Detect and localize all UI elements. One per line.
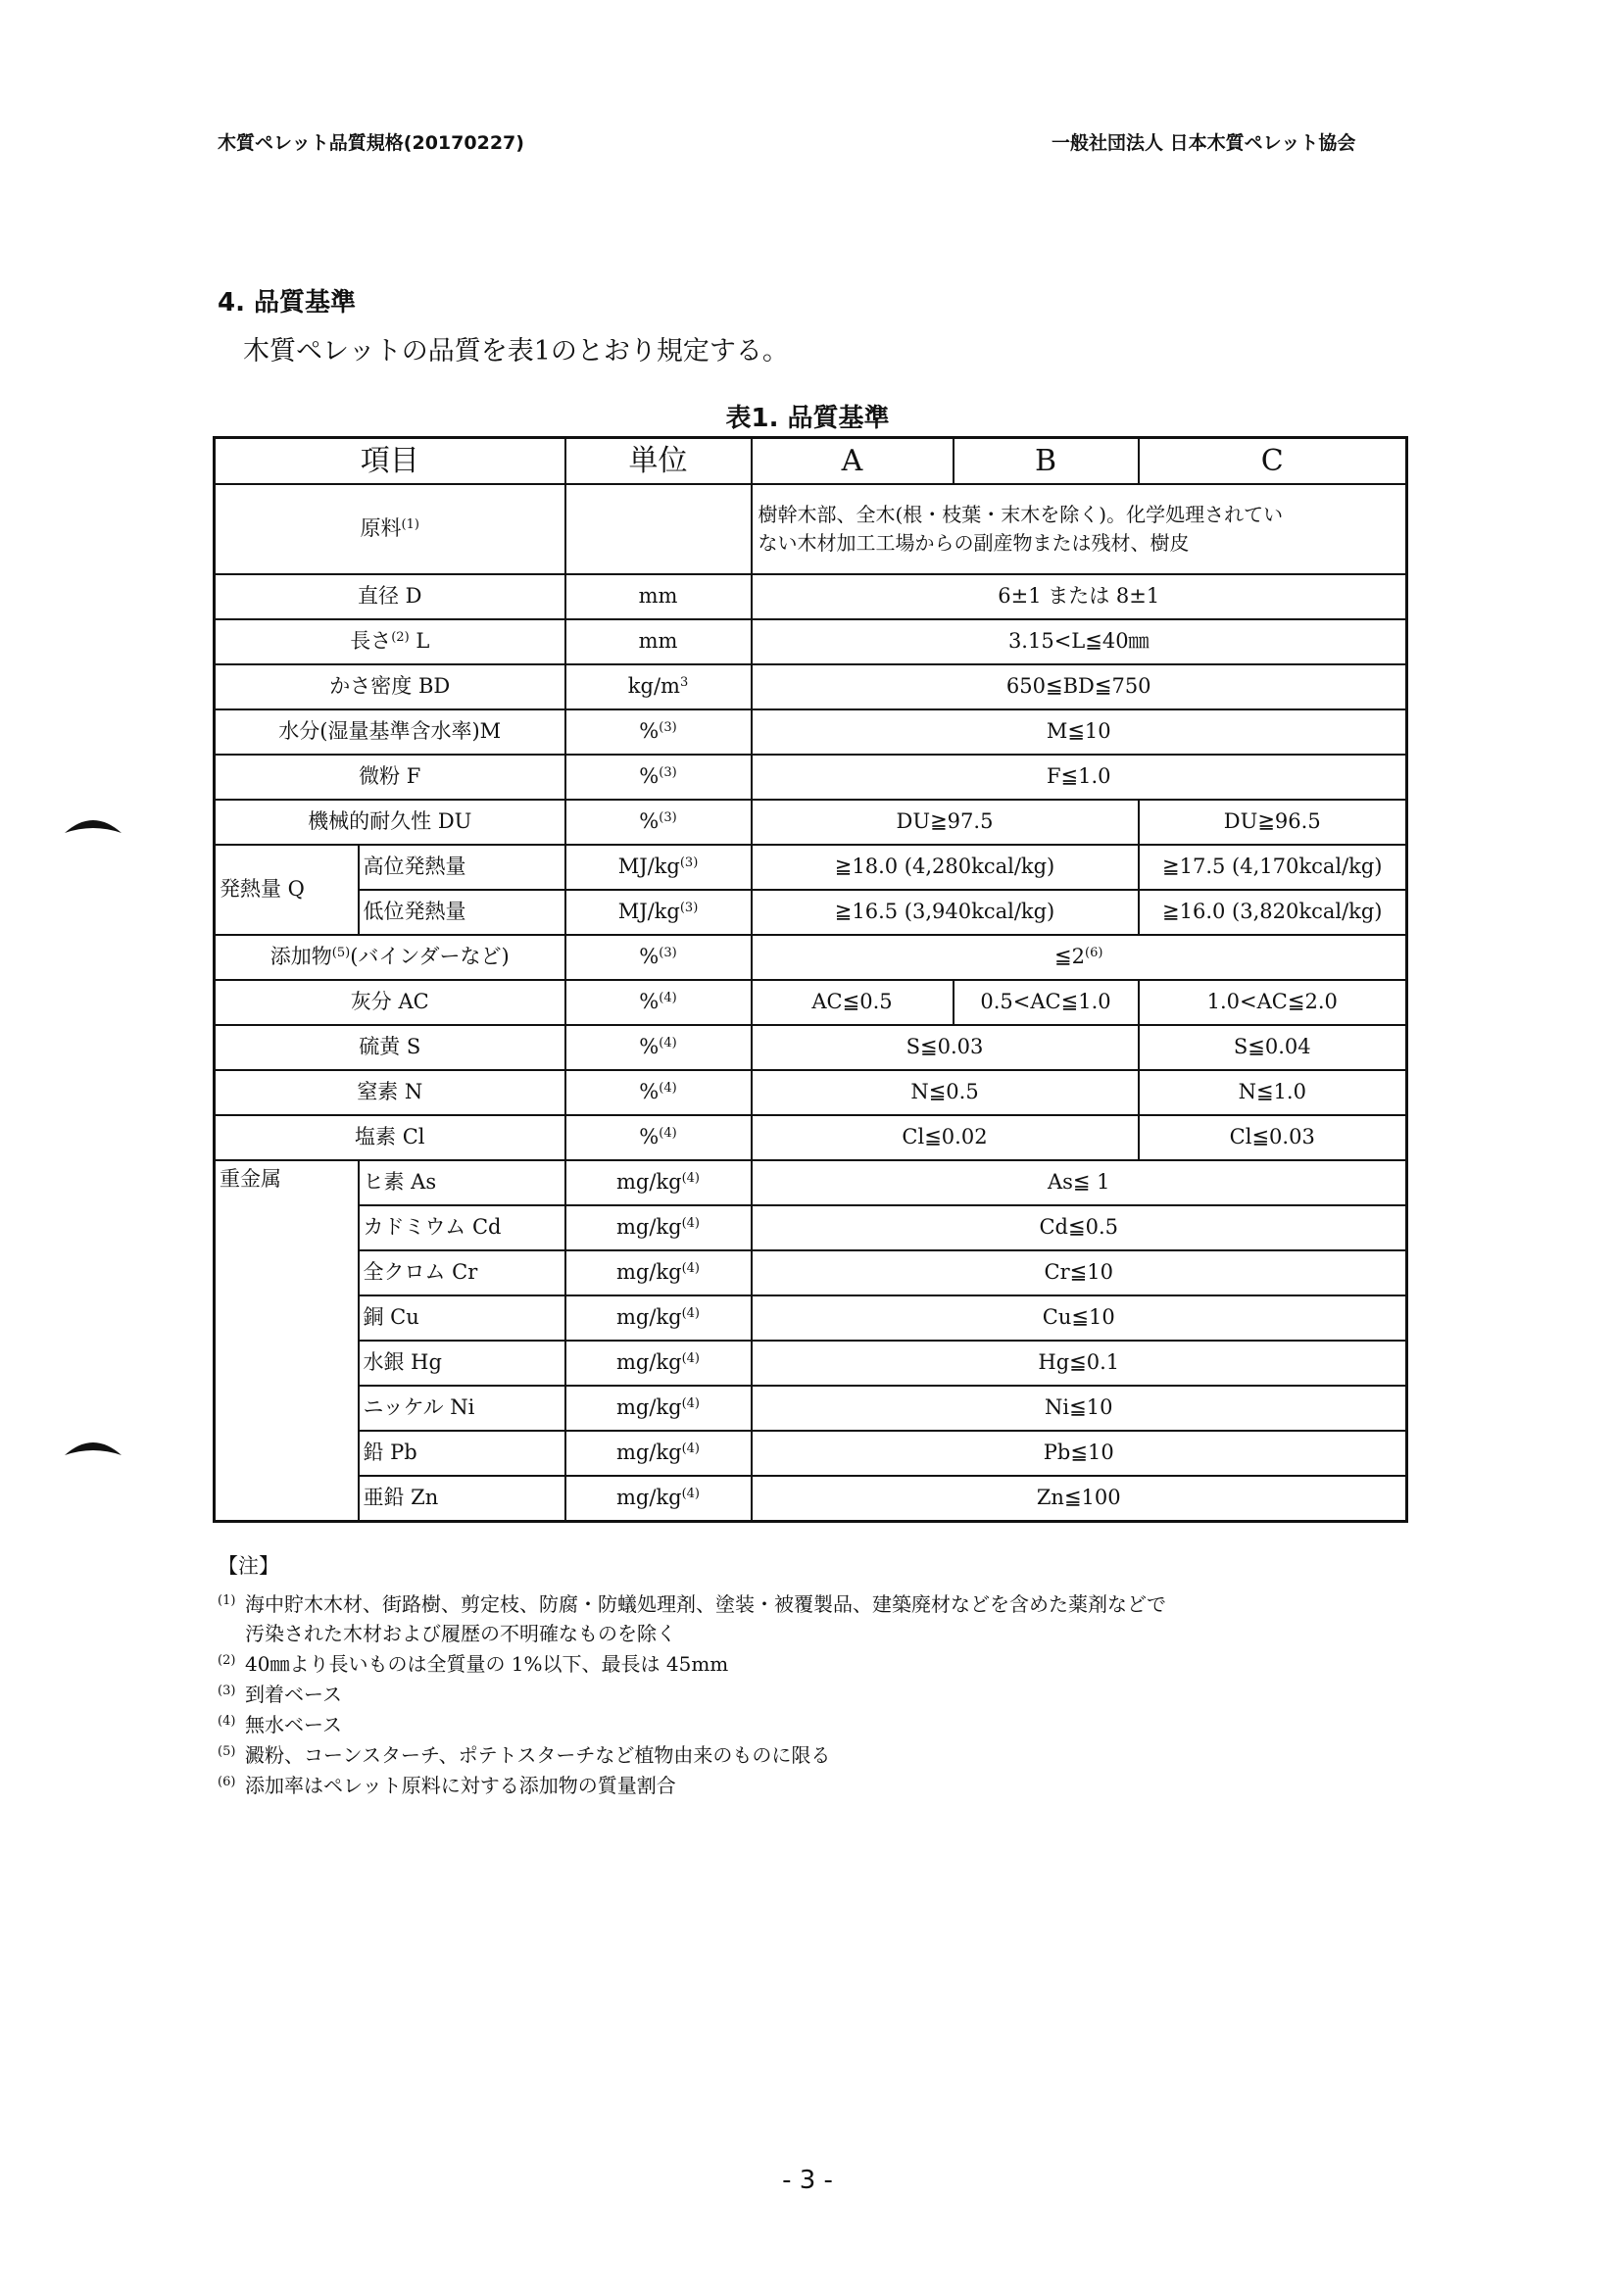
ash-value-a: AC≦0.5 [752,980,954,1025]
note-marker: (6) [218,1775,236,1789]
note-text: 到着ベース [245,1683,342,1706]
note-item [218,1710,1374,1739]
row-label-sulfur: 硫黄 S [215,1025,565,1070]
table-row [215,1115,1407,1160]
table-row [215,484,1407,574]
header-grade-c: C [1139,438,1407,485]
sulfur-value-c: S≦0.04 [1139,1025,1407,1070]
chlorine-unit: %$^{(4)}$ [565,1115,752,1160]
table-row [215,664,1407,709]
additive-unit: %$^{(3)}$ [565,935,752,980]
row-label-arsenic: ヒ素 As [359,1160,565,1205]
note-text: 無水ベース [245,1713,342,1736]
row-label-additive: 添加物$^{(5)}$(バインダーなど) [215,935,565,980]
row-label-nitrogen: 窒素 N [215,1070,565,1115]
table-row [215,709,1407,755]
note-text: 40㎜より長いものは全質量の 1%以下、最長は 45mm [245,1652,729,1676]
row-label-diameter: 直径 D [215,574,565,619]
nitrogen-unit: %$^{(4)}$ [565,1070,752,1115]
ash-unit: %$^{(4)}$ [565,980,752,1025]
durability-value-ab: DU≧97.5 [752,800,1139,845]
table-row [215,1250,1407,1295]
note-text: 添加率はペレット原料に対する添加物の質量割合 [245,1774,676,1797]
length-value: 3.15<L≦40㎜ [752,619,1407,664]
row-label-bulk-density: かさ密度 BD [215,664,565,709]
table-row [215,574,1407,619]
raw-material-description: 樹幹木部、全木(根・枝葉・末木を除く)。化学処理されてい ない木材加工工場からの副産物または残材、樹皮 [752,484,1407,574]
table-caption: 表1. 品質基準 [725,404,890,433]
notes-section [218,1550,1374,1801]
header-grade-b: B [954,438,1139,485]
document-header-organization: 一般社団法人 日本木質ペレット協会 [1052,132,1356,154]
note-marker: (1) [218,1593,236,1608]
page-number: - 3 - [782,2166,833,2195]
gross-heating-value-ab: ≧18.0 (4,280kcal/kg) [752,845,1139,890]
table-row [215,1341,1407,1386]
zinc-unit: $mg/kg^{(4)}$ [565,1476,752,1522]
mercury-value: Hg≦0.1 [752,1341,1407,1386]
net-heating-value-c: ≧16.0 (3,820kcal/kg) [1139,890,1407,935]
row-label-length: 長さ$^{(2)}$ L [215,619,565,664]
arsenic-value: As≦ 1 [752,1160,1407,1205]
note-text: 汚染された木材および履歴の不明確なものを除く [245,1622,676,1645]
table-row [215,845,1407,890]
moisture-value: M≦10 [752,709,1407,755]
note-text: 澱粉、コーンスターチ、ポテトスターチなど植物由来のものに限る [245,1743,831,1767]
row-label-moisture: 水分(湿量基準含水率)M [215,709,565,755]
note-marker: (4) [218,1714,236,1729]
row-label-durability: 機械的耐久性 DU [215,800,565,845]
chromium-value: Cr≦10 [752,1250,1407,1295]
punch-hole-mark [63,813,123,837]
ash-value-b: 0.5<AC≦1.0 [954,980,1139,1025]
row-group-heating-value: 発熱量 Q [215,845,359,935]
fines-value: F≦1.0 [752,755,1407,800]
length-unit: mm [565,619,752,664]
copper-value: Cu≦10 [752,1295,1407,1341]
section-title: 4. 品質基準 [218,288,357,318]
fines-unit: %$^{(3)}$ [565,755,752,800]
table-row [215,1070,1407,1115]
additive-value: ≦2$^{(6)}$ [752,935,1407,980]
note-marker: (5) [218,1744,236,1759]
durability-unit: %$^{(3)}$ [565,800,752,845]
table-row [215,755,1407,800]
copper-unit: $mg/kg^{(4)}$ [565,1295,752,1341]
table-row [215,980,1407,1025]
raw-material-unit [565,484,752,574]
ash-value-c: 1.0<AC≦2.0 [1139,980,1407,1025]
row-label-nickel: ニッケル Ni [359,1386,565,1431]
header-item: 項目 [215,438,565,485]
gross-heating-value-c: ≧17.5 (4,170kcal/kg) [1139,845,1407,890]
cadmium-unit: $mg/kg^{(4)}$ [565,1205,752,1250]
header-unit: 単位 [565,438,752,485]
punch-hole-mark [63,1436,123,1459]
note-marker: (3) [218,1684,236,1698]
note-text: 海中貯木木材、街路樹、剪定枝、防腐・防蟻処理剤、塗装・被覆製品、建築廃材などを含めた薬剤などで [245,1592,1166,1616]
arsenic-unit: $mg/kg^{(4)}$ [565,1160,752,1205]
lead-unit: $mg/kg^{(4)}$ [565,1431,752,1476]
row-label-chromium: 全クロム Cr [359,1250,565,1295]
durability-value-c: DU≧96.5 [1139,800,1407,845]
table-row [215,1025,1407,1070]
bulk-density-unit: $kg/m^3$ [565,664,752,709]
row-label-fines: 微粉 F [215,755,565,800]
note-marker: (2) [218,1653,236,1668]
chlorine-value-c: Cl≦0.03 [1139,1115,1407,1160]
table-row [215,935,1407,980]
table-row [215,1431,1407,1476]
chromium-unit: $mg/kg^{(4)}$ [565,1250,752,1295]
nitrogen-value-c: N≦1.0 [1139,1070,1407,1115]
chlorine-value-ab: Cl≦0.02 [752,1115,1139,1160]
note-item [218,1589,1374,1648]
row-label-cadmium: カドミウム Cd [359,1205,565,1250]
table-row [215,890,1407,935]
gross-heating-unit: $MJ/kg^{(3)}$ [565,845,752,890]
quality-standards-table [213,436,1408,1523]
row-label-lead: 鉛 Pb [359,1431,565,1476]
row-label-net-heating: 低位発熱量 [359,890,565,935]
table-row [215,1476,1407,1522]
cadmium-value: Cd≦0.5 [752,1205,1407,1250]
nickel-value: Ni≦10 [752,1386,1407,1431]
table-row [215,619,1407,664]
note-item [218,1649,1374,1679]
nickel-unit: $mg/kg^{(4)}$ [565,1386,752,1431]
table-row [215,1386,1407,1431]
sulfur-value-ab: S≦0.03 [752,1025,1139,1070]
row-label-copper: 銅 Cu [359,1295,565,1341]
note-item [218,1771,1374,1800]
note-item [218,1740,1374,1770]
lead-value: Pb≦10 [752,1431,1407,1476]
header-grade-a: A [752,438,954,485]
row-label-gross-heating: 高位発熱量 [359,845,565,890]
row-label-zinc: 亜鉛 Zn [359,1476,565,1522]
table-row [215,1205,1407,1250]
section-text: 木質ペレットの品質を表1のとおり規定する。 [243,336,789,366]
document-header-title: 木質ペレット品質規格(20170227) [218,132,524,154]
table-row [215,1160,1407,1205]
table-row [215,1295,1407,1341]
nitrogen-value-ab: N≦0.5 [752,1070,1139,1115]
row-label-raw-material: 原料$^{(1)}$ [215,484,565,574]
row-group-heavy-metals: 重金属 [215,1160,359,1522]
row-label-mercury: 水銀 Hg [359,1341,565,1386]
net-heating-unit: $MJ/kg^{(3)}$ [565,890,752,935]
table-row [215,800,1407,845]
net-heating-value-ab: ≧16.5 (3,940kcal/kg) [752,890,1139,935]
zinc-value: Zn≦100 [752,1476,1407,1522]
sulfur-unit: %$^{(4)}$ [565,1025,752,1070]
diameter-unit: mm [565,574,752,619]
row-label-ash: 灰分 AC [215,980,565,1025]
notes-title: 【注】 [218,1554,279,1578]
row-label-chlorine: 塩素 Cl [215,1115,565,1160]
moisture-unit: %$^{(3)}$ [565,709,752,755]
bulk-density-value: 650≦BD≦750 [752,664,1407,709]
table-header-row [215,438,1407,485]
diameter-value: 6±1 または 8±1 [752,574,1407,619]
mercury-unit: $mg/kg^{(4)}$ [565,1341,752,1386]
note-item [218,1680,1374,1709]
